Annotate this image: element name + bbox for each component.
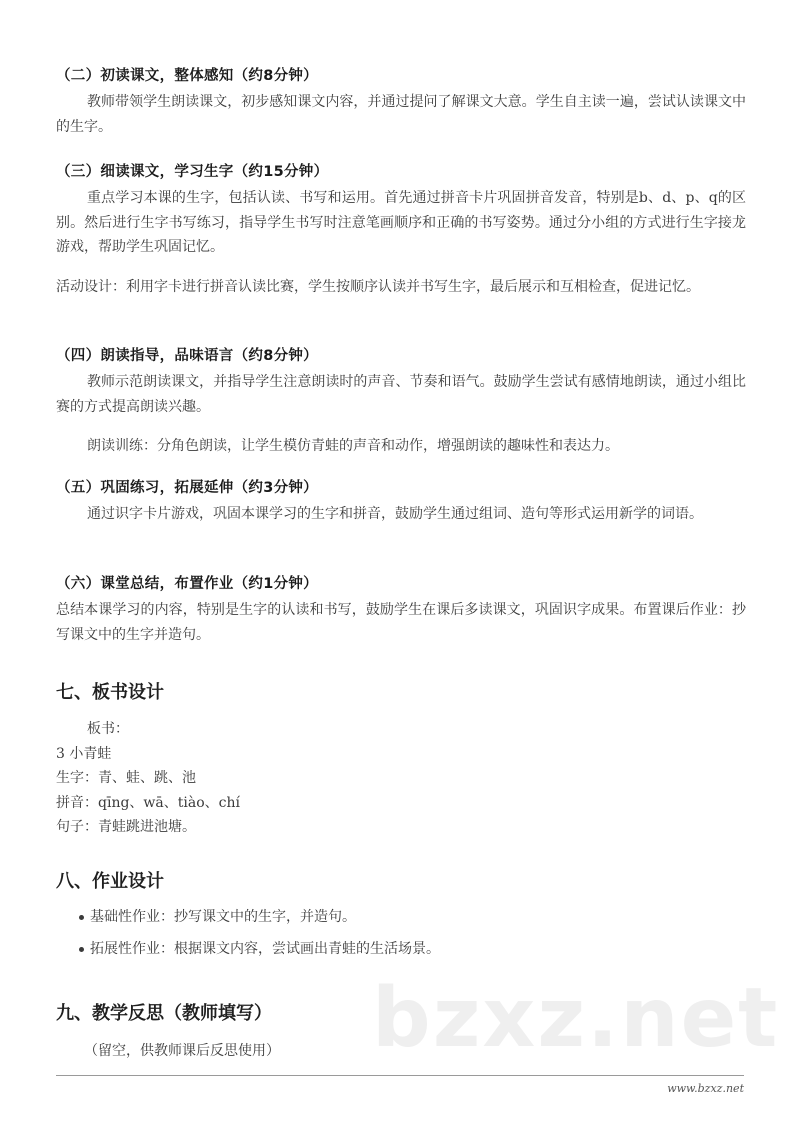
reflection-note: （留空，供教师课后反思使用）	[84, 1043, 280, 1059]
section-body-4: 教师示范朗读课文，并指导学生注意朗读时的声音、节奏和语气。鼓励学生尝试有感情地朗读，通过小组比赛的方式提高朗读兴趣。	[56, 374, 746, 415]
watermark: bzxz.net	[372, 971, 780, 1066]
footer-divider	[56, 1075, 744, 1076]
bullet-icon	[79, 915, 84, 920]
footer-url: www.bzxz.net	[667, 1082, 744, 1095]
homework-heading: 八、作业设计	[56, 871, 164, 892]
board-design-heading: 七、板书设计	[56, 682, 164, 703]
board-label: 板书：	[87, 721, 129, 737]
board-line-characters: 生字：青、蛙、跳、池	[56, 770, 196, 786]
section-body-2: 教师带领学生朗读课文，初步感知课文内容，并通过提问了解课文大意。学生自主读一遍，尝试认读课文中的生字。	[56, 94, 746, 135]
section-heading-3: （三）细读课文，学习生字（约15分钟）	[56, 164, 329, 180]
section-heading-2: （二）初读课文，整体感知（约8分钟）	[56, 68, 318, 84]
board-line-pinyin: 拼音：qīng、wā、tiào、chí	[56, 795, 240, 811]
board-line-sentence: 句子：青蛙跳进池塘。	[56, 819, 196, 835]
board-line-title: 3 小青蛙	[56, 746, 112, 762]
homework-item-extended: 拓展性作业：根据课文内容，尝试画出青蛙的生活场景。	[90, 941, 440, 957]
homework-item-basic: 基础性作业：抄写课文中的生字，并造句。	[90, 909, 356, 925]
section-body-6: 总结本课学习的内容，特别是生字的认读和书写，鼓励学生在课后多读课文，巩固识字成果。布置课后作业：抄写课文中的生字并造句。	[56, 602, 746, 643]
section-body-3: 重点学习本课的生字，包括认读、书写和运用。首先通过拼音卡片巩固拼音发音，特别是b、d、p、q的区别。然后进行生字书写练习，指导学生书写时注意笔画顺序和正确的书写姿势。通过分小组的方式进行生字接龙游戏，帮助学生巩固记忆。	[56, 190, 746, 255]
reflection-heading: 九、教学反思（教师填写）	[56, 1003, 272, 1024]
section-heading-6: （六）课堂总结，布置作业（约1分钟）	[56, 576, 318, 592]
activity-design: 活动设计：利用字卡进行拼音认读比赛，学生按顺序认读并书写生字，最后展示和互相检查，促进记忆。	[56, 279, 700, 295]
section-heading-5: （五）巩固练习，拓展延伸（约3分钟）	[56, 480, 318, 496]
section-heading-4: （四）朗读指导，品味语言（约8分钟）	[56, 348, 318, 364]
section-body-5: 通过识字卡片游戏，巩固本课学习的生字和拼音，鼓励学生通过组词、造句等形式运用新学的词语。	[87, 506, 703, 522]
bullet-icon	[79, 947, 84, 952]
reading-training: 朗读训练：分角色朗读，让学生模仿青蛙的声音和动作，增强朗读的趣味性和表达力。	[87, 438, 619, 454]
